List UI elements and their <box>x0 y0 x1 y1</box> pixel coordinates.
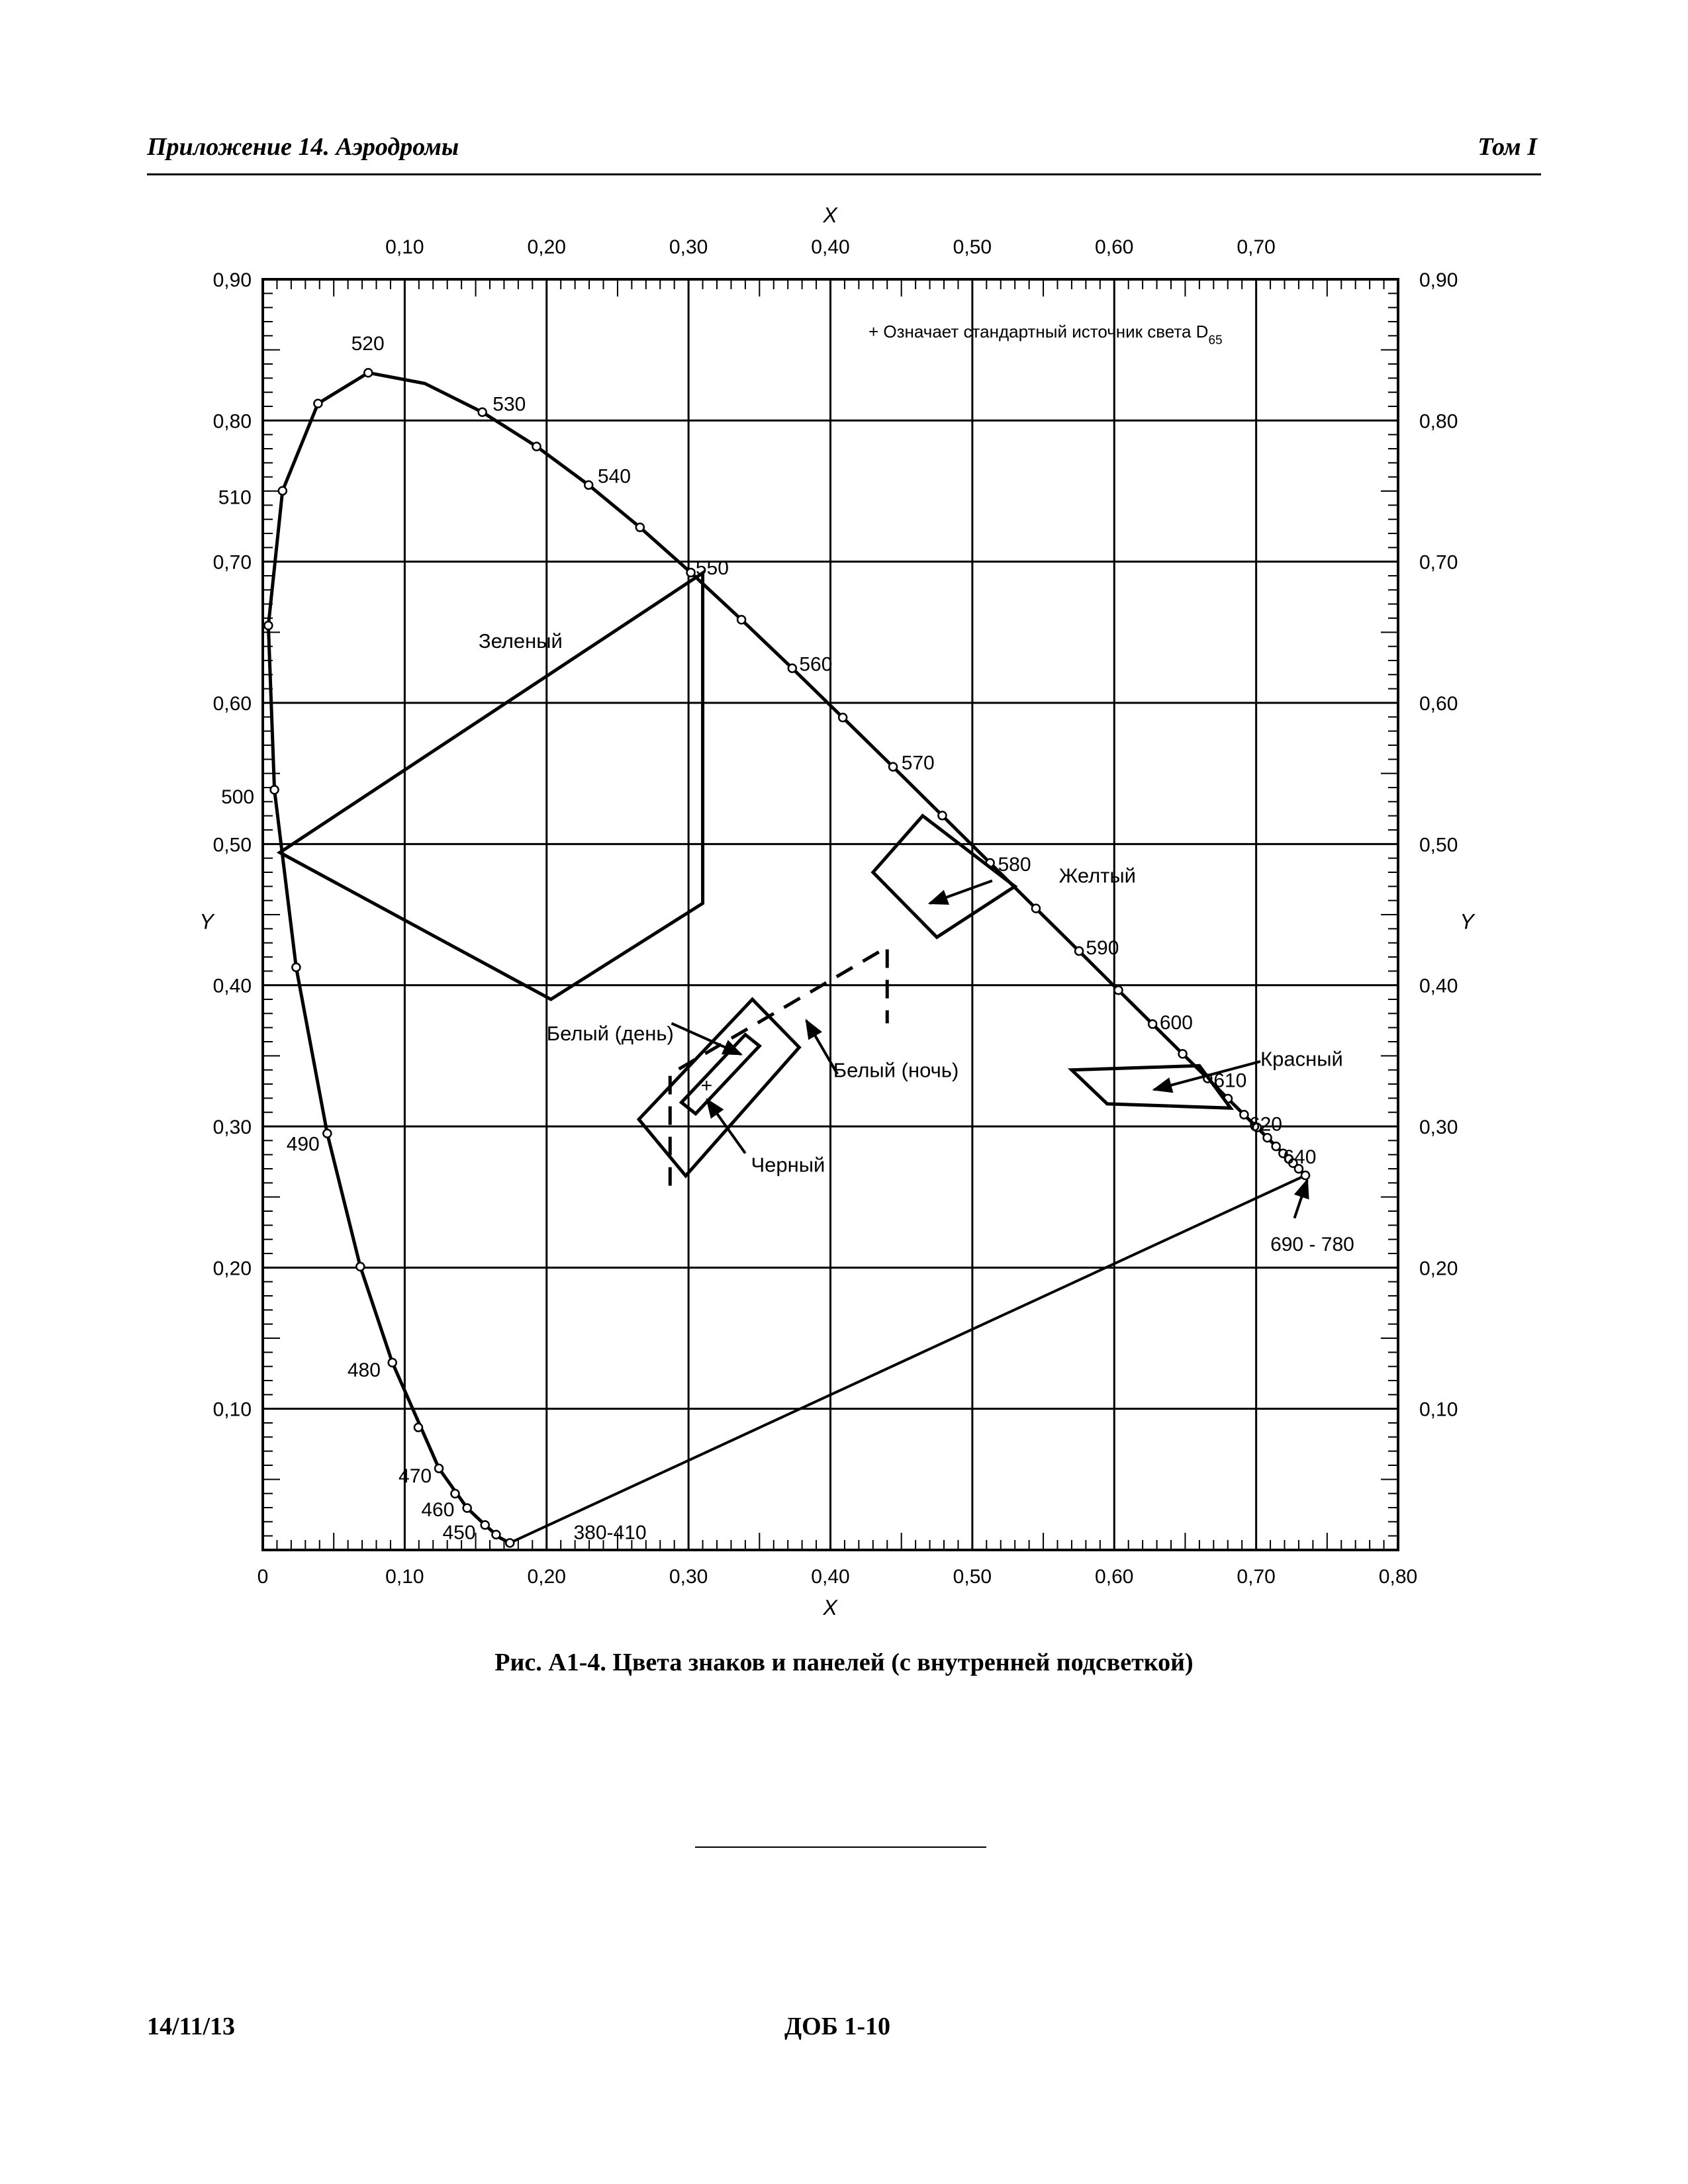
y-tick-label-right: 0,70 <box>1419 551 1458 574</box>
region-label: Красный <box>1260 1047 1343 1071</box>
region-label: Белый (день) <box>546 1022 674 1046</box>
x-tick-label-bottom: 0,70 <box>1237 1566 1276 1588</box>
y-tick-label-right: 0,30 <box>1419 1116 1458 1138</box>
x-tick-label-top: 0,40 <box>811 236 850 258</box>
locus-point <box>364 369 372 377</box>
locus-point <box>687 569 695 576</box>
y-tick-label-right: 0,10 <box>1419 1398 1458 1421</box>
y-tick-label-left: 0,80 <box>212 410 252 433</box>
y-tick-label-right: 0,40 <box>1419 975 1458 997</box>
region-label-black: Черный <box>751 1153 825 1177</box>
locus-point <box>314 400 322 408</box>
locus-point <box>788 664 796 672</box>
wavelength-label: 560 <box>799 653 833 676</box>
wavelength-label: 640 <box>1283 1146 1317 1168</box>
x-tick-label-top: 0,50 <box>953 236 992 258</box>
grid-layer <box>263 279 1398 1550</box>
y-tick-label-left: 0,60 <box>212 693 252 715</box>
pointer-arrow <box>1295 1180 1307 1218</box>
locus-point <box>585 481 592 489</box>
locus-point <box>389 1359 397 1367</box>
x-tick-label-bottom: 0,80 <box>1378 1566 1418 1588</box>
wavelength-label: 590 <box>1086 937 1119 960</box>
y-axis-title-left: Y <box>199 909 214 934</box>
locus-point <box>481 1521 489 1529</box>
locus-point <box>1272 1142 1280 1150</box>
wavelength-label: 510 <box>218 486 252 509</box>
region-label: Желтый <box>1058 864 1136 887</box>
locus-point <box>435 1465 443 1473</box>
wavelength-label: 450 <box>442 1522 476 1544</box>
locus-point <box>323 1130 331 1138</box>
spectral-locus-curve <box>268 373 1305 1543</box>
locus-point <box>1149 1020 1156 1028</box>
locus-point <box>889 763 897 771</box>
locus-point <box>1075 947 1083 955</box>
locus-point <box>839 713 847 721</box>
x-axis-title-top: X <box>823 203 837 227</box>
y-tick-label-left: 0,90 <box>212 269 252 291</box>
y-tick-label-left: 0,10 <box>212 1398 252 1421</box>
region-2 <box>873 816 1015 937</box>
wavelength-label: 520 <box>351 333 385 355</box>
x-tick-label-bottom: 0,60 <box>1095 1566 1134 1588</box>
locus-point <box>1240 1111 1248 1118</box>
y-tick-label-left: 0,30 <box>212 1116 252 1138</box>
wavelength-label: 690 - 780 <box>1270 1234 1354 1256</box>
region-3 <box>1072 1066 1231 1108</box>
wavelength-label: 380-410 <box>573 1522 647 1544</box>
locus-point <box>271 786 279 794</box>
region-label: Белый (ночь) <box>833 1058 959 1082</box>
y-axis-title-right: Y <box>1460 909 1474 934</box>
spectral-locus <box>264 369 1309 1547</box>
wavelength-label: 470 <box>399 1465 432 1487</box>
locus-point <box>1179 1050 1187 1058</box>
x-tick-label-bottom: 0,30 <box>669 1566 708 1588</box>
x-tick-label-top: 0,30 <box>669 236 708 258</box>
x-axis-title-bottom: X <box>823 1596 837 1619</box>
locus-point <box>737 615 745 623</box>
wavelength-label: 500 <box>221 786 255 808</box>
x-tick-label-bottom: 0 <box>257 1566 269 1588</box>
d65-point: + <box>700 1075 713 1097</box>
y-tick-label-right: 0,90 <box>1419 269 1458 291</box>
locus-point <box>1114 986 1122 994</box>
y-tick-label-right: 0,80 <box>1419 410 1458 433</box>
running-header-left: Приложение 14. Аэродромы <box>147 133 459 161</box>
locus-point <box>264 621 272 629</box>
x-tick-label-top: 0,60 <box>1095 236 1134 258</box>
locus-point <box>479 408 487 416</box>
locus-point <box>636 523 644 531</box>
x-tick-label-bottom: 0,20 <box>527 1566 566 1588</box>
locus-point <box>414 1424 422 1432</box>
wavelength-label: 620 <box>1248 1113 1282 1136</box>
y-tick-label-right: 0,20 <box>1419 1257 1458 1280</box>
y-tick-label-left: 0,40 <box>212 975 252 997</box>
x-tick-label-bottom: 0,50 <box>953 1566 992 1588</box>
wavelength-label: 540 <box>597 465 631 488</box>
figure-caption: Рис. А1-4. Цвета знаков и панелей (с внутренней подсветкой) <box>494 1649 1194 1676</box>
y-tick-label-right: 0,60 <box>1419 693 1458 715</box>
locus-point <box>938 811 946 819</box>
footer-date: 14/11/13 <box>147 2013 236 2040</box>
pointer-arrow <box>930 881 992 903</box>
locus-point <box>492 1531 500 1539</box>
locus-point <box>356 1263 364 1271</box>
locus-point <box>463 1504 471 1512</box>
wavelength-label: 580 <box>998 854 1031 876</box>
running-header-right: Том I <box>1477 133 1537 161</box>
purple-line <box>510 1175 1305 1543</box>
wavelength-label: 570 <box>901 752 935 774</box>
footer-page-number: ДОБ 1-10 <box>784 2013 890 2040</box>
wavelength-label: 610 <box>1213 1069 1247 1092</box>
x-tick-label-bottom: 0,10 <box>385 1566 424 1588</box>
wavelength-label: 530 <box>492 393 526 416</box>
locus-point <box>533 443 541 451</box>
wavelength-label: 490 <box>286 1133 320 1156</box>
locus-point <box>279 487 287 495</box>
y-tick-label-left: 0,70 <box>212 551 252 574</box>
wavelength-label: 550 <box>695 557 729 580</box>
x-tick-label-bottom: 0,40 <box>811 1566 850 1588</box>
wavelength-label: 600 <box>1159 1012 1193 1034</box>
region-label: Зеленый <box>478 629 563 653</box>
locus-point <box>1301 1171 1309 1179</box>
wavelength-label: 480 <box>347 1359 381 1381</box>
footer-rule <box>695 1846 986 1848</box>
locus-point <box>292 964 300 972</box>
x-tick-label-top: 0,70 <box>1237 236 1276 258</box>
y-tick-label-right: 0,50 <box>1419 834 1458 856</box>
d65-note: + Означает стандартный источник света $D_{65}$ <box>868 322 1223 347</box>
y-tick-label-left: 0,20 <box>212 1257 252 1280</box>
locus-point <box>451 1490 459 1498</box>
x-tick-label-top: 0,20 <box>527 236 566 258</box>
y-tick-label-left: 0,50 <box>212 834 252 856</box>
wavelength-label: 460 <box>421 1499 455 1522</box>
locus-point <box>506 1539 514 1547</box>
locus-point <box>1032 905 1040 913</box>
x-tick-label-top: 0,10 <box>385 236 424 258</box>
